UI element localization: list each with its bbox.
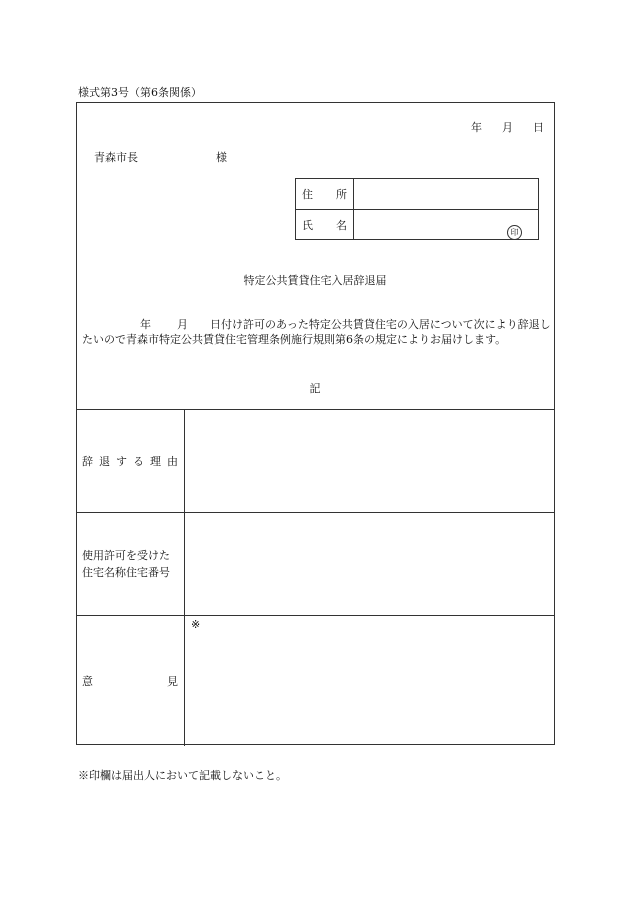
body-paragraph <box>82 317 552 347</box>
body-month: 月 <box>177 318 188 331</box>
name-label: 氏 名 <box>296 210 354 240</box>
addressee <box>94 149 227 165</box>
body-day: 日 <box>210 318 221 331</box>
applicant-table <box>295 178 539 240</box>
opinion-row <box>76 616 555 746</box>
date-day: 日 <box>533 121 544 134</box>
address-label: 住 所 <box>296 179 354 209</box>
house-row <box>76 513 555 616</box>
submission-date <box>451 119 544 135</box>
ki-heading: 記 <box>309 382 321 395</box>
addressee-name: 青森市長 <box>94 151 138 164</box>
date-month: 月 <box>502 121 513 134</box>
reason-value <box>185 410 555 512</box>
form-number-label: 様式第3号（第6条関係） <box>78 86 202 99</box>
opinion-value <box>185 616 555 746</box>
name-row <box>296 209 538 240</box>
office-use-mark: ※ <box>191 618 201 631</box>
reason-label: 辞 退 す る 理 由 <box>76 410 185 512</box>
document-title: 特定公共賃貸住宅入居辞退届 <box>243 274 387 287</box>
date-year: 年 <box>471 121 482 134</box>
body-year: 年 <box>140 318 151 331</box>
opinion-label: 意 見 <box>76 616 185 746</box>
house-value <box>185 513 555 615</box>
address-row <box>296 179 538 209</box>
house-label: 使用許可を受けた 住宅名称住宅番号 <box>76 513 185 615</box>
details-table <box>76 409 555 745</box>
body-text: 付け許可のあった特定公共賃貸住宅の入居について次により辞退したいので青森市特定公共賃貸住宅管理条例施行規則第6条の規定によりお届けします。 <box>82 318 551 346</box>
footnote: ※印欄は届出人において記載しないこと。 <box>78 769 287 782</box>
reason-row <box>76 410 555 513</box>
seal-stamp-icon: 印 <box>507 225 522 240</box>
addressee-honorific: 様 <box>216 151 227 164</box>
